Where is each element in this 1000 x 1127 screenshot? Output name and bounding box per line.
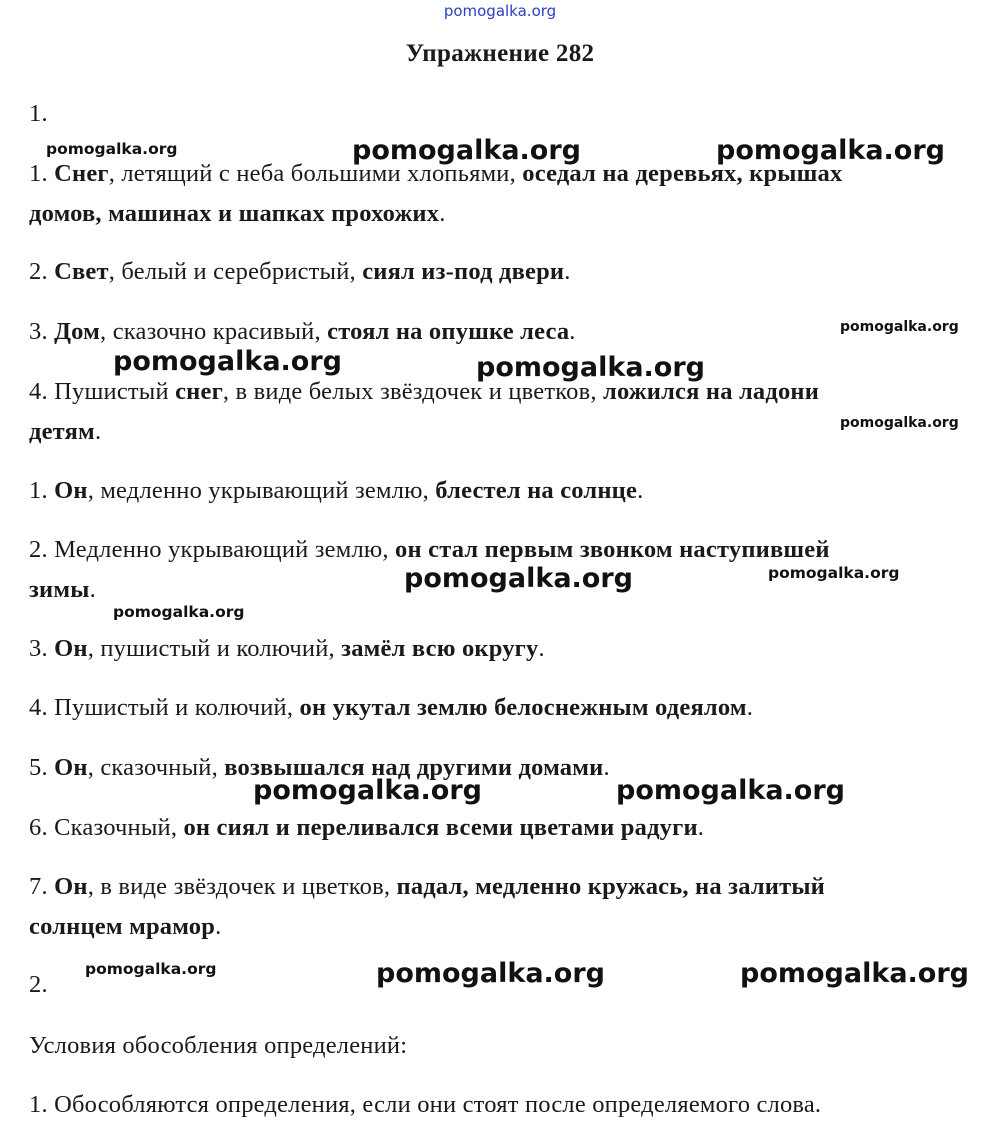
sentence-2-7-cont: солнцем мрамор. bbox=[29, 913, 222, 940]
watermark: pomogalka.org bbox=[253, 775, 482, 806]
watermark: pomogalka.org bbox=[113, 603, 245, 621]
section-2-label: 2. bbox=[29, 971, 48, 998]
watermark: pomogalka.org bbox=[46, 140, 178, 158]
sentence-1-1-cont: домов, машинах и шапках прохожих. bbox=[29, 200, 446, 227]
watermark: pomogalka.org bbox=[476, 352, 705, 383]
conditions-heading: Условия обособления определений: bbox=[29, 1032, 408, 1059]
sentence-2-4: 4. Пушистый и колючий, он укутал землю белоснежным одеялом. bbox=[29, 694, 754, 721]
sentence-2-2-cont: зимы. bbox=[29, 576, 96, 603]
watermark: pomogalka.org bbox=[716, 135, 945, 166]
exercise-title: Упражнение 282 bbox=[405, 40, 595, 67]
watermark: pomogalka.org bbox=[840, 319, 959, 335]
watermark: pomogalka.org bbox=[740, 958, 969, 989]
sentence-1-1: 1. Снег, летящий с неба большими хлопьями, оседал на деревьях, крышах bbox=[29, 160, 843, 187]
watermark: pomogalka.org bbox=[376, 958, 605, 989]
sentence-2-2: 2. Медленно укрывающий землю, он стал первым звонком наступившей bbox=[29, 536, 830, 563]
sentence-1-3: 3. Дом, сказочно красивый, стоял на опушке леса. bbox=[29, 318, 576, 345]
watermark: pomogalka.org bbox=[113, 346, 342, 377]
watermark: pomogalka.org bbox=[840, 415, 959, 431]
condition-item: 1. Обособляются определения, если они стоят после определяемого слова. bbox=[29, 1091, 822, 1118]
watermark: pomogalka.org bbox=[404, 563, 633, 594]
sentence-2-7: 7. Он, в виде звёздочек и цветков, падал, медленно кружась, на залитый bbox=[29, 873, 825, 900]
sentence-2-5: 5. Он, сказочный, возвышался над другими домами. bbox=[29, 754, 610, 781]
watermark: pomogalka.org bbox=[616, 775, 845, 806]
watermark: pomogalka.org bbox=[768, 564, 900, 582]
watermark: pomogalka.org bbox=[352, 135, 581, 166]
sentence-2-6: 6. Сказочный, он сиял и переливался всеми цветами радуги. bbox=[29, 814, 705, 841]
sentence-1-2: 2. Свет, белый и серебристый, сиял из-под двери. bbox=[29, 258, 571, 285]
sentence-1-4: 4. Пушистый снег, в виде белых звёздочек и цветков, ложился на ладони bbox=[29, 378, 820, 405]
sentence-2-1: 1. Он, медленно укрывающий землю, блестел на солнце. bbox=[29, 477, 644, 504]
sentence-2-3: 3. Он, пушистый и колючий, замёл всю округу. bbox=[29, 635, 545, 662]
sentence-1-4-cont: детям. bbox=[29, 418, 102, 445]
site-header-link[interactable]: pomogalka.org bbox=[443, 2, 557, 20]
watermark: pomogalka.org bbox=[85, 960, 217, 978]
section-1-label: 1. bbox=[29, 100, 48, 127]
